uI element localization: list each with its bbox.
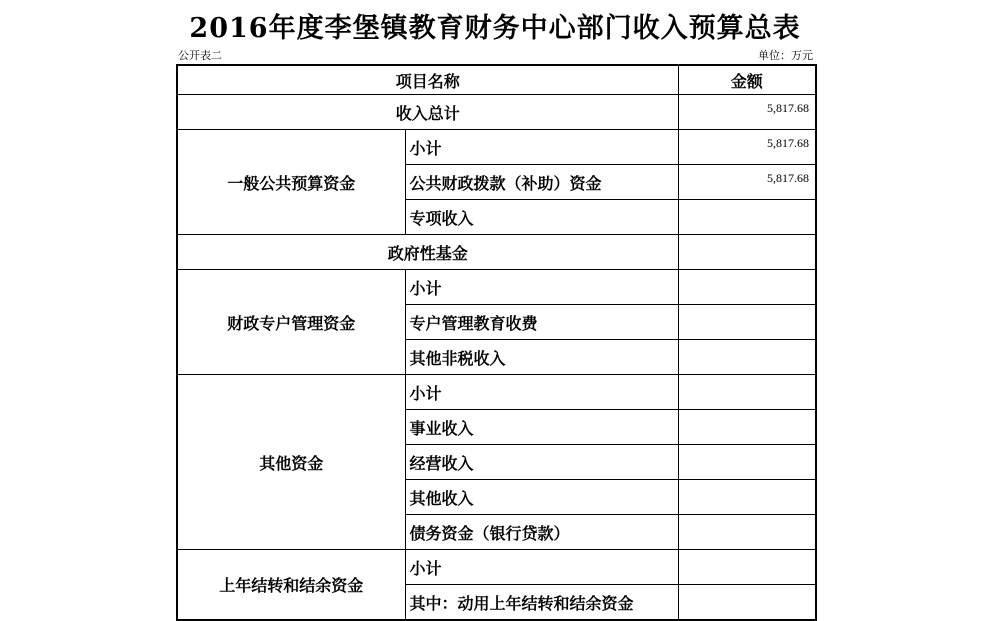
gov-fund-amount [678,235,816,270]
row-label: 其他非税收入 [405,340,678,375]
budget-table [176,64,817,621]
total-row [177,95,816,130]
row-amount [678,340,816,375]
row-label: 经营收入 [405,445,678,480]
table-row [177,375,816,410]
row-amount: 5,817.68 [678,130,816,165]
row-label: 小计 [405,270,678,305]
row-amount: 5,817.68 [678,165,816,200]
group-label-general-budget: 一般公共预算资金 [177,130,405,235]
unit-label: 单位：万元 [758,49,813,62]
row-label: 债务资金（银行贷款） [405,515,678,550]
row-label: 其他收入 [405,480,678,515]
group-label-special-account: 财政专户管理资金 [177,270,405,375]
row-amount [678,305,816,340]
total-amount: 5,817.68 [678,95,816,130]
row-label: 专户管理教育收费 [405,305,678,340]
row-amount [678,585,816,621]
row-label: 小计 [405,375,678,410]
table-row [177,550,816,585]
row-label: 专项收入 [405,200,678,235]
row-amount [678,270,816,305]
gov-fund-row [177,235,816,270]
header-name: 项目名称 [177,65,678,95]
row-label: 事业收入 [405,410,678,445]
group-label-carryover: 上年结转和结余资金 [177,550,405,621]
row-amount [678,515,816,550]
header-amount: 金额 [678,65,816,95]
row-amount [678,200,816,235]
row-amount [678,445,816,480]
table-row [177,270,816,305]
row-label: 公共财政拨款（补助）资金 [405,165,678,200]
table-id-label: 公开表二 [178,49,222,62]
row-label: 小计 [405,550,678,585]
group-label-other-funds: 其他资金 [177,375,405,550]
row-amount [678,375,816,410]
row-label: 其中：动用上年结转和结余资金 [405,585,678,621]
gov-fund-label: 政府性基金 [177,235,678,270]
row-amount [678,410,816,445]
row-label: 小计 [405,130,678,165]
header-row [177,65,816,95]
row-amount [678,480,816,515]
total-label: 收入总计 [177,95,678,130]
page-title: 2016年度李堡镇教育财务中心部门收入预算总表 [189,13,801,44]
row-amount [678,550,816,585]
table-row [177,130,816,165]
